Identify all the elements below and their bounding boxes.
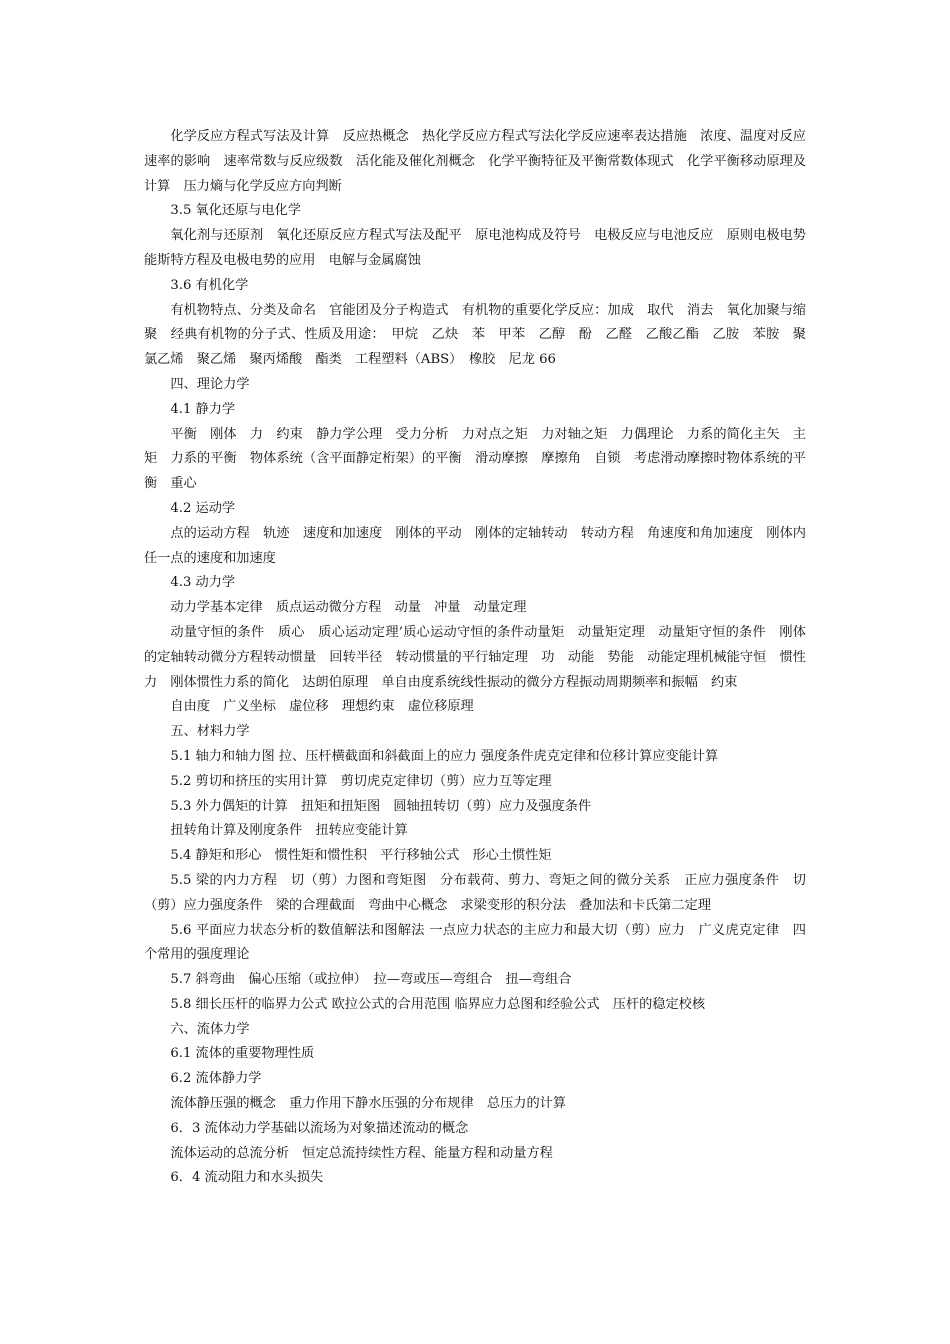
paragraph-5-6: 5.6 平面应力状态分析的数值解法和图解法 一点应力状态的主应力和最大切（剪）应力 广义虎克定律 四个常用的强度理论 [144, 922, 806, 963]
paragraph-redox: 氧化剂与还原剂 氧化还原反应方程式写法及配平 原电池构成及符号 电极反应与电池反应 原则电极电势 能斯特方程及电极电势的应用 电解与金属腐蚀 [144, 228, 820, 268]
heading-section-6: 六、流体力学 [170, 1021, 250, 1037]
paragraph-5-8: 5.8 细长压杆的临界力公式 欧拉公式的合用范围 临界应力总图和经验公式 压杆的稳定校核 [170, 996, 706, 1012]
heading-4-1: 4.1 静力学 [170, 401, 236, 417]
paragraph-flow-analysis: 流体运动的总流分析 恒定总流持续性方程、能量方程和动量方程 [170, 1145, 553, 1161]
heading-6-1: 6.1 流体的重要物理性质 [170, 1046, 315, 1062]
paragraph-5-2: 5.2 剪切和挤压的实用计算 剪切虎克定律切（剪）应力互等定理 [170, 773, 552, 789]
paragraph-torsion: 扭转角计算及刚度条件 扭转应变能计算 [170, 823, 408, 839]
paragraph-kinematics: 点的运动方程 轨迹 速度和加速度 刚体的平动 刚体的定轴转动 转动方程 角速度和角加速度 刚体内任一点的速度和加速度 [144, 525, 806, 566]
paragraph-5-1: 5.1 轴力和轴力图 拉、压杆横截面和斜截面上的应力 强度条件虎克定律和位移计算应变能计算 [170, 748, 719, 764]
heading-3-5: 3.5 氧化还原与电化学 [170, 203, 302, 219]
heading-section-4: 四、理论力学 [170, 376, 250, 392]
paragraph-hydrostatics: 流体静压强的概念 重力作用下静水压强的分布规律 总压力的计算 [170, 1096, 567, 1112]
paragraph-5-4: 5.4 静矩和形心 惯性矩和惯性积 平行移轴公式 形心土惯性矩 [170, 848, 552, 864]
paragraph-5-5: 5.5 梁的内力方程 切（剪）力图和弯矩图 分布载荷、剪力、弯矩之间的微分关系 正应力强度条件 切（剪）应力强度条件 梁的合理截面 弯曲中心概念 求梁变形的积分法 叠加法和卡氏第二定理 [144, 872, 806, 913]
heading-3-6: 3.6 有机化学 [170, 277, 249, 293]
heading-4-3: 4.3 动力学 [170, 575, 236, 591]
heading-6-3: 6．3 流体动力学基础以流场为对象描述流动的概念 [170, 1120, 469, 1136]
paragraph-virtual-displacement: 自由度 广义坐标 虚位移 理想约束 虚位移原理 [170, 699, 474, 715]
heading-6-4: 6．4 流动阻力和水头损失 [170, 1170, 324, 1186]
paragraph-momentum: 动量守恒的条件 质心 质心运动定理’质心运动守恒的条件动量矩 动量矩定理 动量矩守恒的条件 刚体的定轴转动微分方程转动惯量 回转半径 转动惯量的平行轴定理 功 动能 势能 动能定理机械能守恒 惯性力 刚体惯性力系的简化 达朗伯原理 单自由度系统线性振动的微分方程振动周期频率和振幅 约束 [144, 624, 806, 690]
paragraph-5-3: 5.3 外力偶矩的计算 扭矩和扭矩图 圆轴扭转切（剪）应力及强度条件 [170, 798, 592, 814]
document-page [144, 125, 820, 1191]
heading-6-2: 6.2 流体静力学 [170, 1071, 262, 1087]
heading-section-5: 五、材料力学 [170, 724, 250, 740]
paragraph-chemistry-reaction: 化学反应方程式写法及计算 反应热概念 热化学反应方程式写法化学反应速率表达措施 浓度、温度对反应速率的影响 速率常数与反应级数 活化能及催化剂概念 化学平衡特征及平衡常数体现式 化学平衡移动原理及计算 压力熵与化学反应方向判断 [144, 129, 806, 194]
paragraph-organic: 有机物特点、分类及命名 官能团及分子构造式 有机物的重要化学反应：加成 取代 消去 氧化加聚与缩聚 经典有机物的分子式、性质及用途： 甲烷 乙炔 苯 甲苯 乙醇 酚 乙醛 乙酸乙酯 乙胺 苯胺 聚氯乙烯 聚乙烯 聚丙烯酸 酯类 工程塑料（ABS） 橡胶 尼龙 66 [144, 302, 806, 368]
heading-4-2: 4.2 运动学 [170, 500, 236, 516]
paragraph-5-7: 5.7 斜弯曲 偏心压缩（或拉伸） 拉—弯或压—弯组合 扭—弯组合 [170, 972, 572, 988]
paragraph-statics: 平衡 刚体 力 约束 静力学公理 受力分析 力对点之矩 力对轴之矩 力偶理论 力系的简化主矢 主矩 力系的平衡 物体系统（含平面静定桁架）的平衡 滑动摩擦 摩擦角 自锁 考虑滑动摩擦时物体系统的平衡 重心 [144, 426, 806, 492]
paragraph-dynamics-basic: 动力学基本定律 质点运动微分方程 动量 冲量 动量定理 [170, 600, 527, 616]
